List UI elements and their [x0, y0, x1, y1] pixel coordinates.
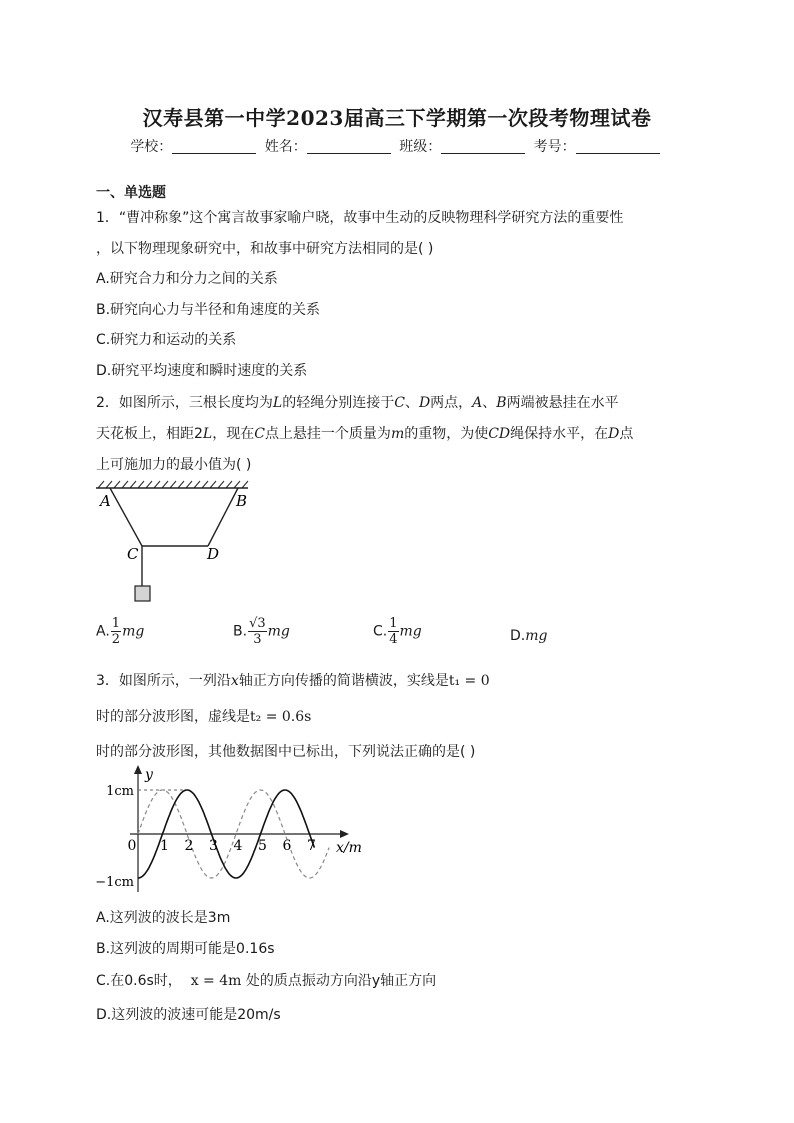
label-d: D [207, 545, 220, 563]
student-info-line [0, 136, 794, 156]
q2-option-d[interactable]: D.mg [510, 628, 548, 644]
q1-option-d[interactable]: D.研究平均速度和瞬时速度的关系 [96, 363, 308, 379]
q3-option-d[interactable]: D.这列波的波速可能是20m/s [96, 1007, 281, 1023]
rope-ac [110, 488, 142, 546]
q1-stem-line1: 1．“曹冲称象”这个寓言故事家喻户晓，故事中生动的反映物理科学研究方法的重要性 [96, 210, 624, 226]
number-blank[interactable] [576, 138, 660, 154]
q1-option-a[interactable]: A.研究合力和分力之间的关系 [96, 271, 278, 287]
ceiling-hatching [98, 481, 248, 488]
q2-option-a[interactable]: A. $\frac{1}{2}$ mg [96, 616, 145, 647]
x-tick-4: 4 [233, 838, 243, 854]
q3-option-c[interactable]: C.在0.6s时， x = 4m 处的质点振动方向沿y轴正方向 [96, 973, 437, 989]
q2-rope-diagram [92, 480, 262, 605]
name-label: 姓名： [264, 139, 307, 155]
q3-stem-line1: 3．如图所示，一列沿x轴正方向传播的简谐横波，实线是t₁ = 0 [96, 673, 490, 689]
x-axis-label: x/m [336, 840, 362, 856]
school-blank[interactable] [172, 138, 256, 154]
x-tick-0: 0 [127, 838, 137, 854]
q2-stem-line2: 天花板上，相距2L，现在C点上悬挂一个质量为m的重物，为使CD绳保持水平，在D点 [96, 426, 634, 442]
class-label: 班级： [399, 139, 442, 155]
q3-stem-line3: 时的部分波形图，其他数据图中已标出，下列说法正确的是( ) [96, 744, 476, 760]
q1-stem-line2: ，以下物理现象研究中，和故事中研究方法相同的是( ) [96, 241, 434, 257]
q3-option-b[interactable]: B.这列波的周期可能是0.16s [96, 941, 275, 957]
label-a: A [100, 492, 111, 510]
y-top-label: 1cm [106, 784, 134, 799]
label-b: B [236, 492, 248, 510]
q2-option-c[interactable]: C. $\frac{1}{4}$ mg [373, 616, 422, 647]
weight-block [135, 586, 150, 601]
section-heading: 一、单选题 [96, 185, 166, 201]
x-tick-7: 7 [307, 838, 316, 854]
name-blank[interactable] [307, 138, 391, 154]
q2-stem-line3: 上可施加力的最小值为( ) [96, 457, 252, 473]
q3-stem-line2: 时的部分波形图，虚线是t₂ = 0.6s [96, 709, 312, 725]
school-label: 学校： [130, 139, 173, 155]
x-tick-2: 2 [184, 838, 194, 854]
q1-option-c[interactable]: C.研究力和运动的关系 [96, 332, 237, 348]
y-axis [134, 765, 142, 892]
x-tick-1: 1 [160, 838, 169, 854]
y-bottom-label: −1cm [95, 875, 134, 890]
y-axis-label: y [145, 767, 153, 783]
x-tick-6: 6 [282, 838, 292, 854]
page-title: 汉寿县第一中学2023届高三下学期第一次段考物理试卷 [142, 106, 652, 130]
q3-wave-graph [90, 764, 370, 894]
number-label: 考号： [533, 139, 576, 155]
q2-option-b[interactable]: B. $\frac{√3}{3}$ mg [233, 616, 290, 647]
q3-option-a[interactable]: A.这列波的波长是3m [96, 910, 231, 926]
class-blank[interactable] [441, 138, 525, 154]
q2-stem-line1: 2．如图所示，三根长度均为L的轻绳分别连接于C、D两点，A、B两端被悬挂在水平 [96, 395, 619, 411]
rope-db [208, 488, 238, 546]
label-c: C [127, 545, 139, 563]
x-tick-3: 3 [209, 838, 218, 854]
q1-option-b[interactable]: B.研究向心力与半径和角速度的关系 [96, 302, 321, 318]
x-tick-5: 5 [258, 838, 267, 854]
